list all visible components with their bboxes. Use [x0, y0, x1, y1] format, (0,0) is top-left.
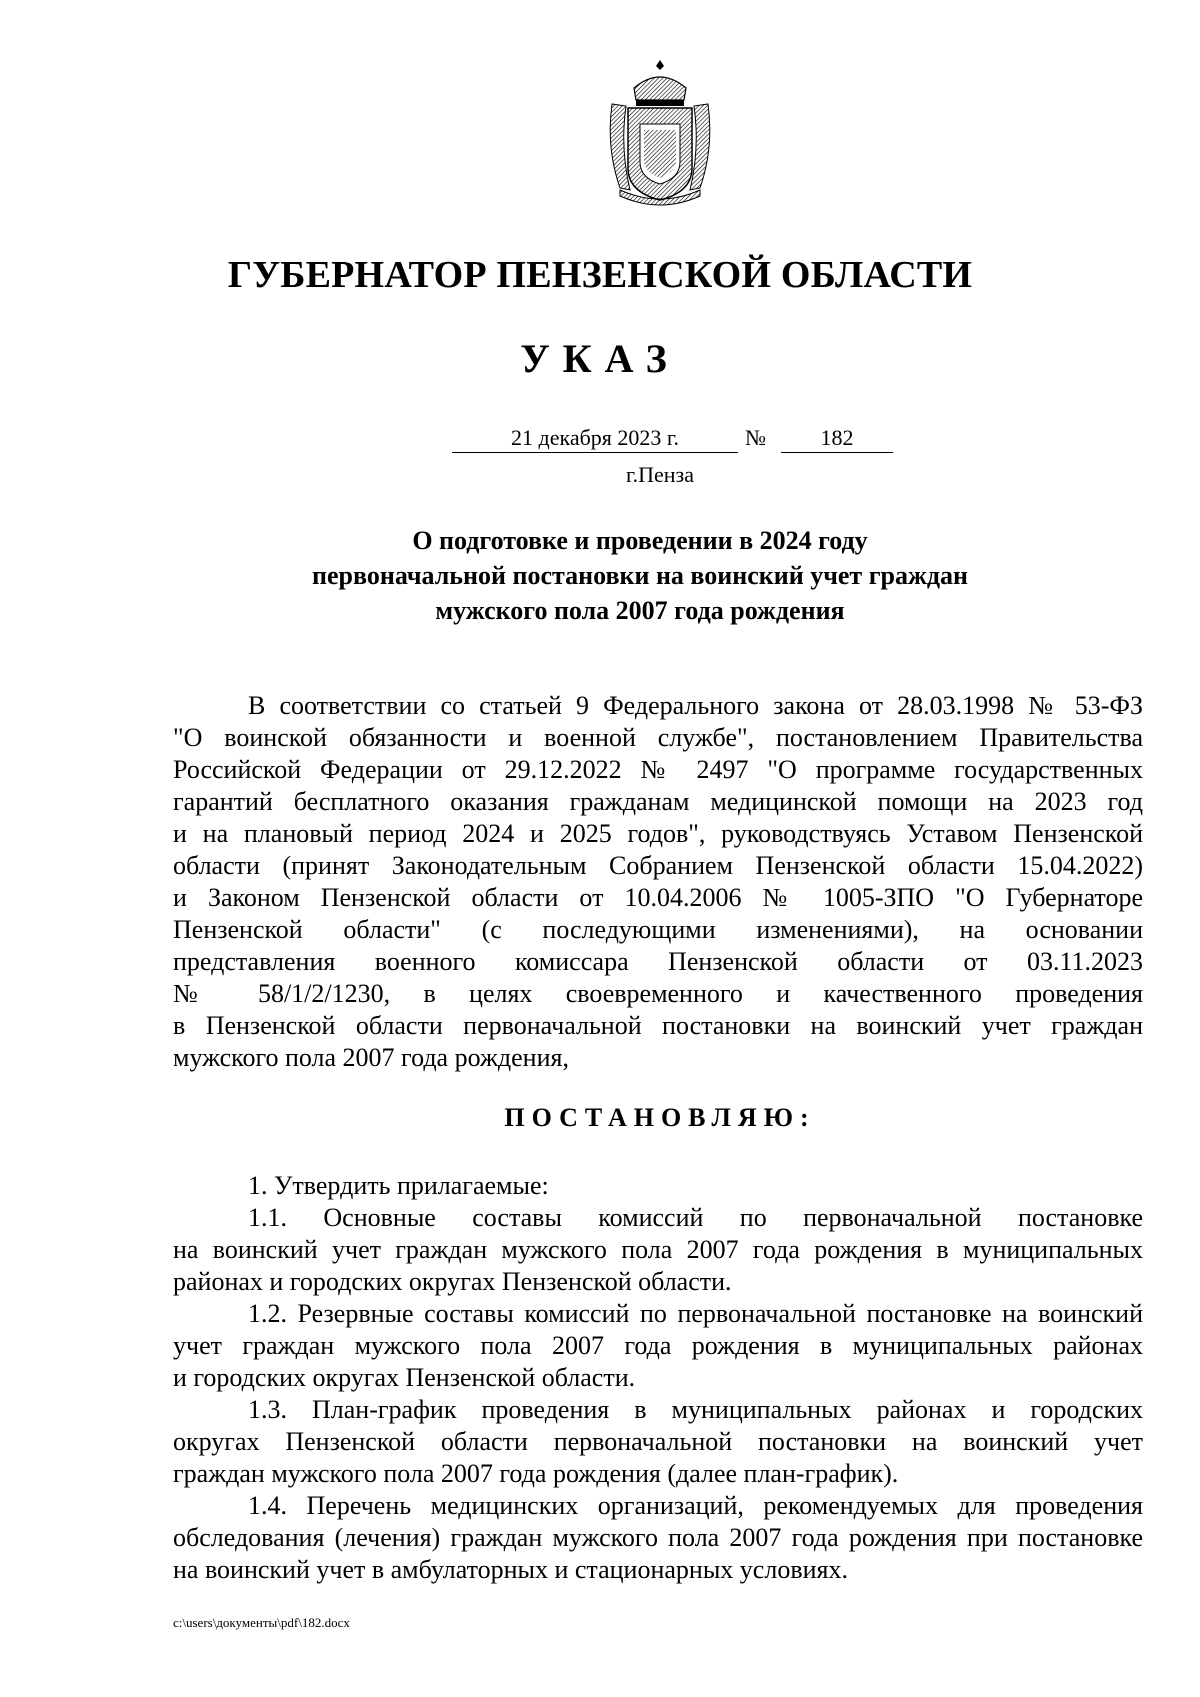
text-line: гарантий бесплатного оказания гражданам медицинской помощи на 2023 год — [173, 787, 1143, 816]
text-line: области (принят Законодательным Собранием Пензенской области 15.04.2022) — [173, 851, 1143, 880]
item-line: на воинский учет граждан мужского пола 2007 года рождения в муниципальных — [173, 1235, 1143, 1264]
item-line: обследования (лечения) граждан мужского пола 2007 года рождения при постановке — [173, 1523, 1143, 1552]
number-sign: № — [745, 425, 766, 450]
subject-line: мужского пола 2007 года рождения — [435, 596, 845, 625]
text-line: мужского пола 2007 года рождения, — [173, 1043, 569, 1072]
item-line: 1.4. Перечень медицинских организаций, рекомендуемых для проведения — [248, 1491, 1143, 1520]
decree-number: 182 — [781, 424, 893, 453]
item-line: 1.1. Основные составы комиссий по первоначальной постановке — [248, 1203, 1143, 1232]
item-line: граждан мужского пола 2007 года рождения (далее план-график). — [173, 1459, 899, 1488]
item-line: 1. Утвердить прилагаемые: — [248, 1171, 549, 1200]
text-line: и Законом Пензенской области от 10.04.2006 № 1005-ЗПО "О Губернаторе — [173, 883, 1143, 912]
text-line: В соответствии со статьей 9 Федерального закона от 28.03.1998 № 53-ФЗ — [248, 691, 1143, 720]
coat-of-arms-icon — [606, 58, 714, 206]
text-line: представления военного комиссара Пензенской области от 03.11.2023 — [173, 947, 1143, 976]
date-number-row — [0, 424, 1200, 454]
item-line: округах Пензенской области первоначальной постановки на воинский учет — [173, 1427, 1143, 1456]
item-line: на воинский учет в амбулаторных и стационарных условиях. — [173, 1555, 848, 1584]
item-line: 1.2. Резервные составы комиссий по первоначальной постановке на воинский — [248, 1299, 1143, 1328]
decree-items — [173, 1170, 1143, 1586]
city-of-issue: г.Пенза — [626, 462, 694, 487]
file-path-footer: c:\users\документы\pdf\182.docx — [173, 1615, 350, 1630]
item-line: 1.3. План-график проведения в муниципальных районах и городских — [248, 1395, 1143, 1424]
resolve-heading: ПОСТАНОВЛЯЮ: — [504, 1103, 816, 1132]
item-line: учет граждан мужского пола 2007 года рождения в муниципальных районах — [173, 1331, 1143, 1360]
decree-date: 21 декабря 2023 г. — [452, 424, 738, 453]
text-line: в Пензенской области первоначальной постановки на воинский учет граждан — [173, 1011, 1143, 1040]
text-line: Пензенской области" (с последующими изменениями), на основании — [173, 915, 1143, 944]
item-line: и городских округах Пензенской области. — [173, 1363, 636, 1392]
subject-line: первоначальной постановки на воинский учет граждан — [312, 561, 968, 590]
item-line: районах и городских округах Пензенской области. — [173, 1267, 732, 1296]
text-line: "О воинской обязанности и военной службе", постановлением Правительства — [173, 723, 1143, 752]
text-line: № 58/1/2/1230, в целях своевременного и качественного проведения — [173, 979, 1143, 1008]
subject-line: О подготовке и проведении в 2024 году — [412, 526, 868, 555]
issuing-authority: ГУБЕРНАТОР ПЕНЗЕНСКОЙ ОБЛАСТИ — [227, 254, 973, 296]
decree-subject — [250, 523, 1030, 628]
text-line: и на плановый период 2024 и 2025 годов", руководствуясь Уставом Пензенской — [173, 819, 1143, 848]
document-type-title: УКАЗ — [520, 336, 680, 381]
preamble-paragraph — [173, 690, 1143, 1074]
text-line: Российской Федерации от 29.12.2022 № 2497 "О программе государственных — [173, 755, 1143, 784]
